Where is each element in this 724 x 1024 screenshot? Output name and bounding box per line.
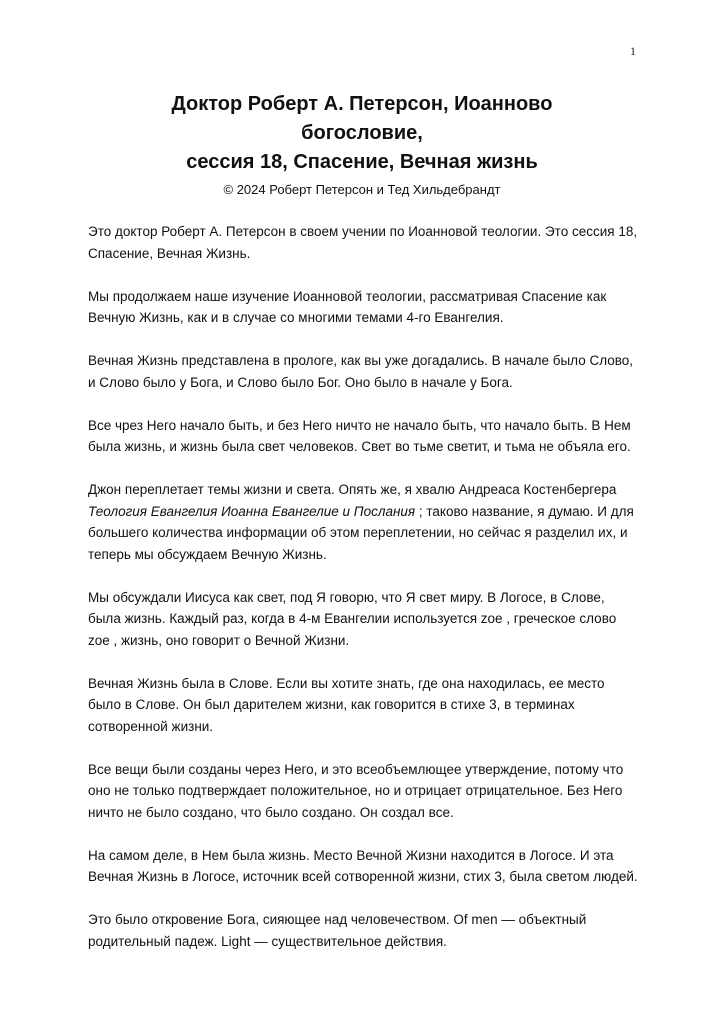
paragraph bbox=[88, 479, 640, 565]
document-body bbox=[88, 221, 640, 974]
paragraph: Вечная Жизнь представлена в прологе, как вы уже догадались. В начале было Слово, и Слово было у Бога, и Слово было Бог. Оно было в начале у Бога. bbox=[88, 353, 634, 390]
page-number: 1 bbox=[630, 44, 636, 58]
paragraph-text: ; таково название, я думаю. И для большего количества информации об этом переплетении, но сейчас я разделил их, и теперь мы обсуждаем Вечную Жизнь. bbox=[88, 503, 634, 562]
paragraph: Вечная Жизнь была в Слове. Если вы хотите знать, где она находилась, ее место было в Слове. Он был дарителем жизни, как говорится в стихе 3, в терминах сотворенной жизни. bbox=[88, 675, 605, 734]
paragraph: Это доктор Роберт А. Петерсон в своем учении по Иоанновой теологии. Это сессия 18, Спасение, Вечная Жизнь. bbox=[88, 224, 638, 261]
document-title bbox=[88, 90, 636, 177]
book-title-italic: Теология Евангелия Иоанна Евангелие и Послания bbox=[88, 503, 416, 519]
title-line-1: Доктор Роберт А. Петерсон, Иоанново bbox=[171, 93, 553, 115]
title-line-3: сессия 18, Спасение, Вечная жизнь bbox=[186, 151, 538, 173]
paragraph: Мы продолжаем наше изучение Иоанновой теологии, рассматривая Спасение как Вечную Жизнь, как и в случае со многими темами 4-го Евангелия. bbox=[88, 288, 607, 325]
paragraph: Мы обсуждали Иисуса как свет, под Я говорю, что Я свет миру. В Логосе, в Слове, была жизнь. Каждый раз, когда в 4-м Евангелии используется zoe , греческое слово zoe , жизнь, оно говорит о Вечной Жизни. bbox=[88, 589, 617, 648]
paragraph: Все чрез Него начало быть, и без Него ничто не начало быть, что начало быть. В Нем была жизнь, и жизнь была свет человеков. Свет во тьме светит, и тьма не объяла его. bbox=[88, 417, 631, 454]
copyright-notice: © 2024 Роберт Петерсон и Тед Хильдебрандт bbox=[223, 182, 501, 197]
paragraph-text: Джон переплетает темы жизни и света. Опять же, я хвалю Андреаса Костенбергера bbox=[88, 482, 617, 497]
paragraph: Это было откровение Бога, сияющее над человечеством. Of men — объектный родительный падеж. Light — существительное действия. bbox=[88, 912, 587, 949]
paragraph: На самом деле, в Нем была жизнь. Место Вечной Жизни находится в Логосе. И эта Вечная Жизнь в Логосе, источник всей сотворенной жизни, стих 3, была светом людей. bbox=[88, 847, 638, 884]
paragraph: Все вещи были созданы через Него, и это всеобъемлющее утверждение, потому что оно не только подтверждает положительное, но и отрицает отрицательное. Без Него ничто не было создано, что было создано. Он создал все. bbox=[88, 761, 624, 820]
title-line-2: богословие, bbox=[301, 122, 423, 144]
